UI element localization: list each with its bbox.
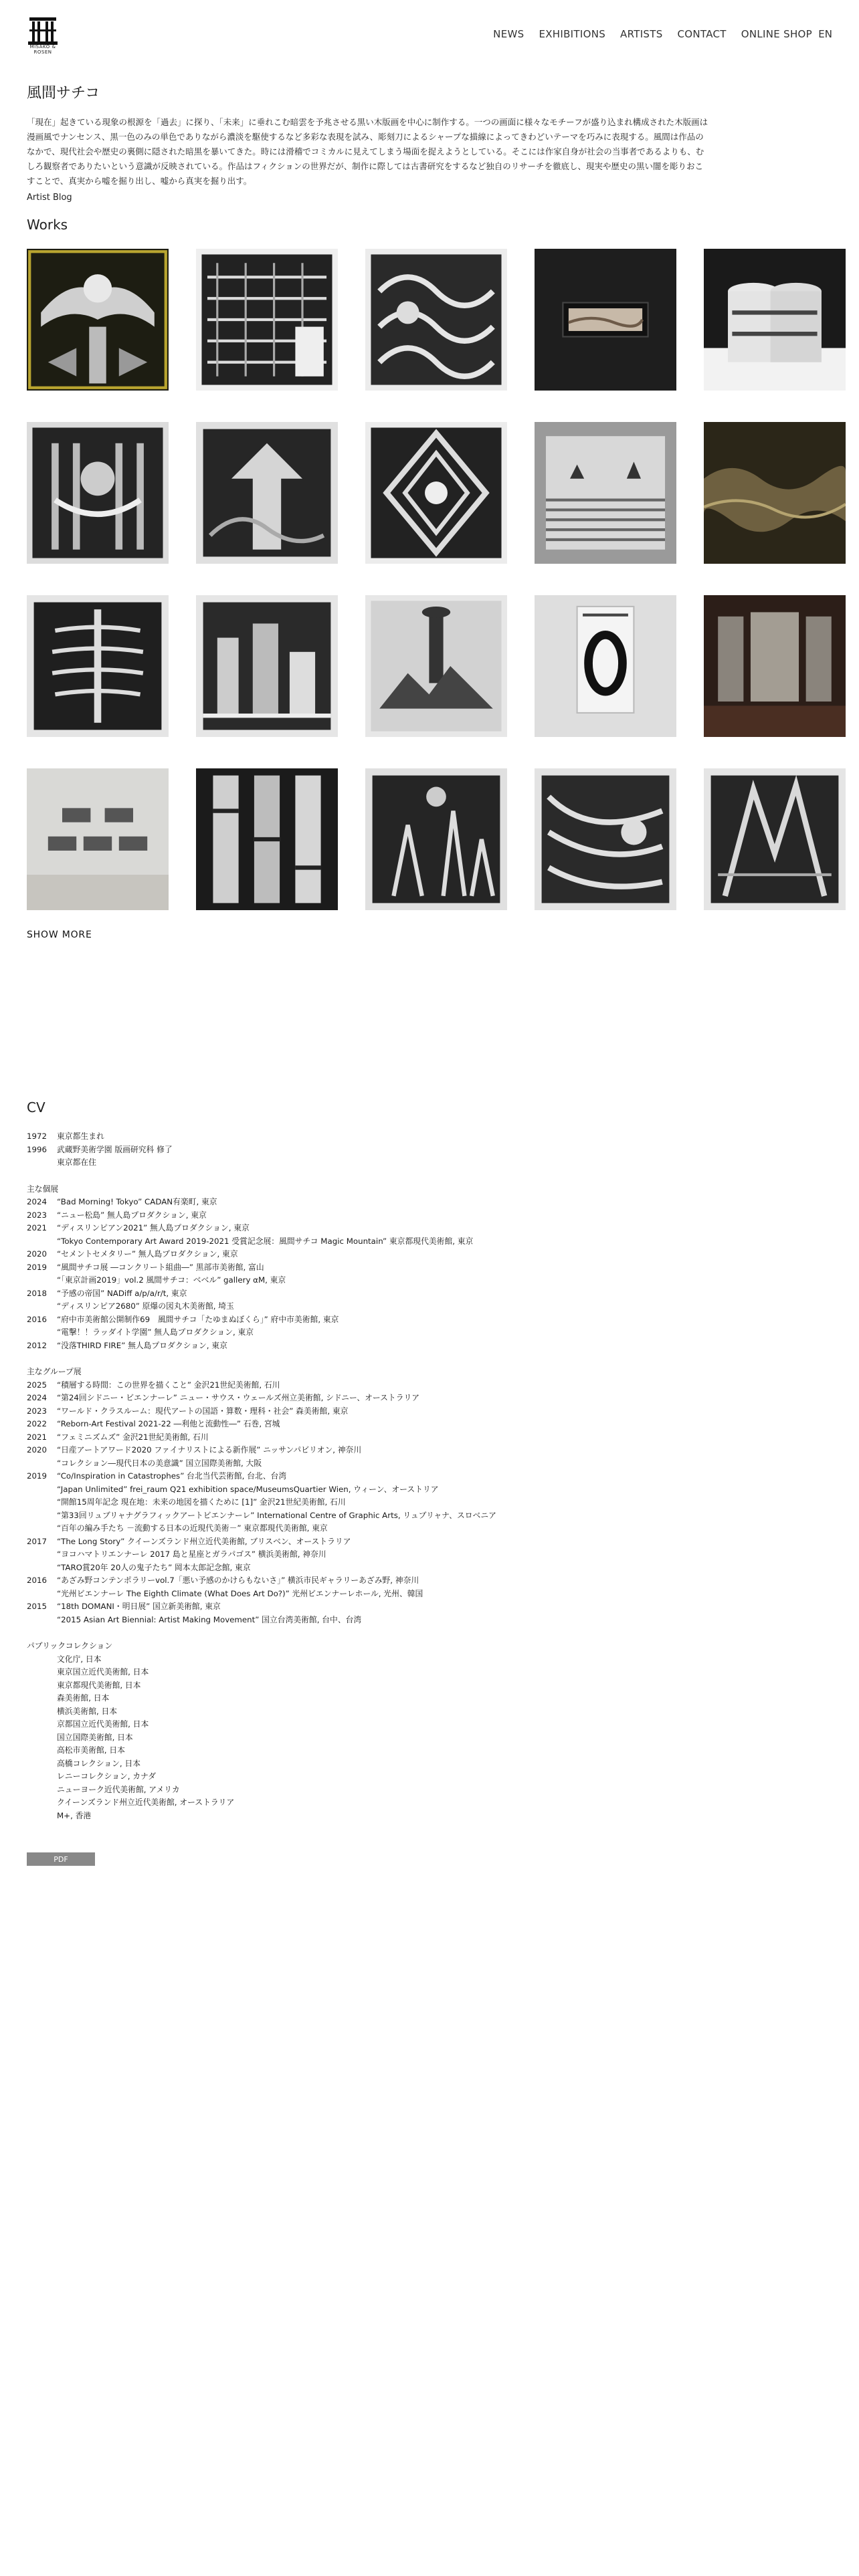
cv-entry-year: 2019 — [27, 1471, 47, 1481]
collection-text: ニューヨーク近代美術館, アメリカ — [57, 1784, 180, 1794]
work-thumbnail[interactable] — [27, 768, 169, 910]
collection-indent — [27, 1653, 57, 1667]
collection-text: 横浜美術館, 日本 — [57, 1706, 118, 1716]
cv-entry-text: “第33回リュブリャナグラフィックアートビエンナーレ” International Centre of Graphic Arts, リュブリャナ、スロベニア — [57, 1510, 496, 1520]
cv-heading: CV — [27, 1099, 45, 1115]
cv-entry-year — [27, 1457, 57, 1471]
cv-entry-year — [27, 1235, 57, 1249]
cv-pdf-button[interactable]: PDF — [27, 1852, 95, 1866]
collection-text: 高松市美術館, 日本 — [57, 1745, 125, 1755]
cv-entry-text: “第24回シドニー・ビエンナーレ” ニュー・サウス・ウェールズ州立美術館, シドニー、オーストラリア — [57, 1393, 420, 1402]
work-thumbnail[interactable] — [365, 249, 507, 391]
cv-entry-year: 2016 — [27, 1314, 47, 1324]
collection-text: 東京都現代美術館, 日本 — [57, 1680, 141, 1690]
work-thumbnail[interactable] — [535, 422, 676, 564]
cv-entry-year: 1996 — [27, 1144, 47, 1154]
artist-blog-link[interactable]: Artist Blog — [27, 193, 72, 203]
cv-entry-year — [27, 1562, 57, 1575]
collection-text: 京都国立近代美術館, 日本 — [57, 1719, 149, 1729]
cv-entry — [27, 1248, 816, 1261]
collection-indent — [27, 1666, 57, 1679]
cv-entry — [27, 1209, 816, 1222]
cv-entry — [27, 1144, 816, 1157]
cv-entry-year: 2015 — [27, 1602, 47, 1611]
cv-entry-year: 2024 — [27, 1393, 47, 1402]
cv-entry — [27, 1130, 816, 1144]
cv-entry-year: 2021 — [27, 1432, 47, 1442]
work-thumbnail[interactable] — [365, 595, 507, 737]
cv-entry — [27, 1261, 816, 1275]
collection-text: クイーンズランド州立近代美術館, オーストラリア — [57, 1798, 235, 1807]
cv-entry — [27, 1548, 816, 1562]
cv-entry-year: 2019 — [27, 1262, 47, 1272]
work-thumbnail[interactable] — [535, 249, 676, 391]
cv-entry — [27, 1235, 816, 1249]
cv-entry-year: 2025 — [27, 1380, 47, 1390]
cv-entry-text: “「東京計画2019」vol.2 風間サチコ：ベベル” gallery αM, 東京 — [57, 1275, 286, 1285]
work-thumbnail[interactable] — [704, 595, 846, 737]
nav-contact[interactable]: CONTACT — [677, 28, 727, 40]
work-thumbnail[interactable] — [704, 768, 846, 910]
cv-entry-year — [27, 1300, 57, 1313]
work-thumbnail[interactable] — [365, 768, 507, 910]
cv-entry — [27, 1313, 816, 1327]
cv-entry-text: “Reborn-Art Festival 2021-22 ―利他と流動性―” 石巻, 宮城 — [57, 1419, 280, 1428]
cv-entry-year: 2023 — [27, 1406, 47, 1416]
solo-exhibitions-list — [27, 1196, 816, 1352]
nav-artists[interactable]: ARTISTS — [620, 28, 663, 40]
collection-item — [27, 1679, 816, 1693]
work-thumbnail[interactable] — [196, 768, 338, 910]
cv-entry-year — [27, 1522, 57, 1535]
cv-entry-text: “ニュー松島” 無人島プロダクション, 東京 — [57, 1210, 207, 1220]
work-thumbnail[interactable] — [27, 422, 169, 564]
collection-indent — [27, 1770, 57, 1784]
cv-entry-text: “電撃！！ラッダイト学園” 無人島プロダクション, 東京 — [57, 1327, 254, 1337]
cv-entry-year — [27, 1496, 57, 1509]
logo-mark-icon — [27, 16, 59, 48]
collection-item — [27, 1784, 816, 1797]
cv-entry-text: “予感の帝国” NADiff a/p/a/r/t, 東京 — [57, 1288, 187, 1298]
artist-intro: 「現在」起きている現象の根源を「過去」に探り、「未来」に垂れこむ暗雲を予兆させる黒い木版画を中心に制作する。一つの画面に様々なモチーフが盛り込まれ構成された木版画は漫画風でナンセンス、黒一色のみの単色でありながら濃淡を駆使するなど多彩な表現を試み、彫刻刀によるシャープな描線によってきわどいテーマを巧みに表現する。風間は作品のなかで、現代社会や歴史の裏側に隠された暗黒を暴いてきた。時には滑稽でコミカルに見えてしまう場面を捉えようとしている。そこには作家自身が社会の当事者であるよりも、むしろ観察者でありたいという意識が反映されている。作品はフィクションの世界だが、制作に際しては古書研究をするなど独自のリサーチを徹底し、現実や歴史の黒い闇を彫りおこすことで、真実から嘘を掘り出し、嘘から真実を掘り出す。 — [27, 117, 708, 186]
cv-entry-text: “ディスリンピア2680” 原爆の図丸木美術館, 埼玉 — [57, 1301, 234, 1311]
cv-entry-text: “セメントセメタリー” 無人島プロダクション, 東京 — [57, 1249, 238, 1259]
cv-entry — [27, 1222, 816, 1235]
cv-entry-year — [27, 1156, 57, 1170]
work-thumbnail[interactable] — [704, 422, 846, 564]
cv-entry-year: 2021 — [27, 1223, 47, 1232]
collection-indent — [27, 1731, 57, 1745]
site-header — [0, 0, 859, 74]
cv-entry-text: “Co/Inspiration in Catastrophes” 台北当代芸術館, 台北、台湾 — [57, 1471, 287, 1481]
cv-entry-text: “ヨコハマトリエンナーレ 2017 島と星座とガラパゴス” 横浜美術館, 神奈川 — [57, 1549, 326, 1559]
cv-entry — [27, 1483, 816, 1497]
cv-entry-year — [27, 1588, 57, 1601]
cv-entry-year: 1972 — [27, 1132, 47, 1141]
main-nav — [493, 28, 812, 40]
cv-entry-year: 2016 — [27, 1576, 47, 1585]
logo-text: MISAKO & ROSEN — [29, 44, 56, 55]
nav-online-shop[interactable]: ONLINE SHOP — [741, 28, 812, 40]
cv-entry-text: “2015 Asian Art Biennial: Artist Making Movement” 国立台湾美術館, 台中、台湾 — [57, 1614, 362, 1624]
cv-section — [27, 1130, 816, 1822]
cv-entry-year — [27, 1274, 57, 1287]
cv-entry — [27, 1509, 816, 1523]
collection-item — [27, 1692, 816, 1705]
work-thumbnail[interactable] — [535, 768, 676, 910]
cv-entry-text: “コレクション―現代日本の美意識” 国立国際美術館, 大阪 — [57, 1458, 262, 1468]
collection-item — [27, 1718, 816, 1731]
collection-item — [27, 1757, 816, 1771]
work-thumbnail[interactable] — [27, 595, 169, 737]
nav-news[interactable]: NEWS — [493, 28, 524, 40]
collection-indent — [27, 1679, 57, 1693]
cv-entry-year — [27, 1614, 57, 1627]
cv-entry-text: “ディスリンピアン2021” 無人島プロダクション, 東京 — [57, 1223, 250, 1232]
cv-entry-year — [27, 1509, 57, 1523]
collection-indent — [27, 1810, 57, 1823]
cv-entry — [27, 1562, 816, 1575]
cv-entry — [27, 1418, 816, 1431]
collection-text: 国立国際美術館, 日本 — [57, 1732, 133, 1742]
collection-text: 東京国立近代美術館, 日本 — [57, 1667, 149, 1677]
solo-exhibitions-heading: 主な個展 — [27, 1184, 59, 1194]
cv-entry-year: 2017 — [27, 1536, 47, 1546]
cv-entry — [27, 1287, 816, 1301]
collection-indent — [27, 1692, 57, 1705]
cv-entry-text: “日産アートアワード2020 ファイナリストによる新作展” ニッサンパビリオン, 神奈川 — [57, 1445, 362, 1455]
cv-entry-text: “Tokyo Contemporary Art Award 2019-2021 受賞記念展：風間サチコ Magic Mountain” 東京都現代美術館, 東京 — [57, 1236, 474, 1246]
cv-entry — [27, 1457, 816, 1471]
collections-heading: パブリックコレクション — [27, 1641, 113, 1650]
cv-entry — [27, 1326, 816, 1339]
cv-entry — [27, 1522, 816, 1535]
artist-name: 風間サチコ — [27, 85, 100, 102]
collection-item — [27, 1666, 816, 1679]
cv-entry-text: 武蔵野美術学園 版画研究科 修了 — [57, 1144, 173, 1154]
cv-entry — [27, 1535, 816, 1549]
collection-item — [27, 1796, 816, 1810]
cv-entry — [27, 1196, 816, 1209]
cv-entry-text: “あざみ野コンテンポラリーvol.7「悪い予感のかけらもないさ」” 横浜市民ギャラリーあざみ野, 神奈川 — [57, 1576, 419, 1585]
cv-entry-text: “フェミニズムズ” 金沢21世紀美術館, 石川 — [57, 1432, 209, 1442]
collection-item — [27, 1744, 816, 1757]
cv-entry-text: “Japan Unlimited” frei_raum Q21 exhibition space/MuseumsQuartier Wien, ウィーン、オーストリア — [57, 1484, 439, 1494]
work-thumbnail[interactable] — [196, 595, 338, 737]
cv-bio — [27, 1130, 816, 1170]
cv-entry-text: 東京都在住 — [57, 1158, 96, 1167]
cv-entry-text: “風間サチコ展 ―コンクリート組曲―” 黒部市美術館, 富山 — [57, 1262, 264, 1272]
collection-indent — [27, 1718, 57, 1731]
work-thumbnail[interactable] — [704, 249, 846, 391]
cv-entry — [27, 1431, 816, 1444]
cv-entry-text: “没落THIRD FIRE” 無人島プロダクション, 東京 — [57, 1340, 227, 1350]
collection-item — [27, 1705, 816, 1719]
cv-entry — [27, 1600, 816, 1614]
collection-indent — [27, 1757, 57, 1771]
cv-entry — [27, 1156, 816, 1170]
cv-entry-year: 2018 — [27, 1288, 47, 1298]
nav-exhibitions[interactable]: EXHIBITIONS — [539, 28, 606, 40]
work-thumbnail[interactable] — [196, 422, 338, 564]
cv-entry-year — [27, 1548, 57, 1562]
cv-entry-year: 2012 — [27, 1340, 47, 1350]
collection-text: 文化庁, 日本 — [57, 1654, 102, 1664]
cv-entry — [27, 1405, 816, 1418]
cv-entry-text: 東京都生まれ — [57, 1132, 104, 1141]
work-thumbnail[interactable] — [365, 422, 507, 564]
cv-entry-text: “開館15周年記念 現在地：未来の地図を描くために [1]” 金沢21世紀美術館, 石川 — [57, 1497, 346, 1507]
cv-entry — [27, 1274, 816, 1287]
cv-entry — [27, 1574, 816, 1588]
work-thumbnail[interactable] — [27, 249, 169, 391]
cv-entry — [27, 1379, 816, 1392]
work-thumbnail[interactable] — [196, 249, 338, 391]
show-more-button[interactable]: SHOW MORE — [27, 930, 92, 940]
cv-entry-text: “光州ビエンナーレ The Eighth Climate (What Does Art Do?)” 光州ビエンナーレホール, 光州、韓国 — [57, 1588, 423, 1598]
cv-entry-year: 2020 — [27, 1445, 47, 1455]
collection-text: M+, 香港 — [57, 1810, 92, 1820]
collection-text: 高橋コレクション, 日本 — [57, 1758, 140, 1768]
collection-text: 森美術館, 日本 — [57, 1693, 110, 1703]
collection-item — [27, 1810, 816, 1823]
cv-entry-year: 2024 — [27, 1197, 47, 1206]
collection-item — [27, 1653, 816, 1667]
cv-entry-text: “The Long Story” クイーンズランド州立近代美術館, ブリスベン、オーストラリア — [57, 1536, 351, 1546]
cv-entry-year: 2020 — [27, 1249, 47, 1259]
collections-list — [27, 1653, 816, 1823]
cv-entry-text: “ワールド・クラスルーム：現代アートの国語・算数・理科・社会” 森美術館, 東京 — [57, 1406, 349, 1416]
cv-entry-year: 2022 — [27, 1419, 47, 1428]
cv-entry — [27, 1444, 816, 1457]
cv-entry-text: “百年の編み手たち －流動する日本の近現代美術－” 東京都現代美術館, 東京 — [57, 1523, 328, 1533]
cv-entry — [27, 1392, 816, 1405]
cv-entry — [27, 1470, 816, 1483]
cv-entry-text: “18th DOMANI・明日展” 国立新美術館, 東京 — [57, 1602, 221, 1611]
collection-text: レニーコレクション, カナダ — [57, 1772, 157, 1781]
collection-indent — [27, 1705, 57, 1719]
cv-entry — [27, 1614, 816, 1627]
cv-entry — [27, 1496, 816, 1509]
collection-item — [27, 1731, 816, 1745]
cv-entry-year — [27, 1326, 57, 1339]
cv-entry-text: “Bad Morning! Tokyo” CADAN有楽町, 東京 — [57, 1197, 217, 1206]
collection-indent — [27, 1796, 57, 1810]
group-exhibitions-heading: 主なグループ展 — [27, 1367, 82, 1376]
cv-entry-year — [27, 1483, 57, 1497]
cv-entry-text: “TARO賞20年 20人の鬼子たち” 岡本太郎記念館, 東京 — [57, 1562, 251, 1572]
collection-item — [27, 1770, 816, 1784]
cv-entry-text: “積層する時間：この世界を描くこと” 金沢21世紀美術館, 石川 — [57, 1380, 280, 1390]
cv-entry — [27, 1339, 816, 1353]
work-thumbnail[interactable] — [535, 595, 676, 737]
group-exhibitions-list — [27, 1379, 816, 1627]
cv-entry-year: 2023 — [27, 1210, 47, 1220]
collection-indent — [27, 1784, 57, 1797]
cv-entry — [27, 1300, 816, 1313]
collection-indent — [27, 1744, 57, 1757]
cv-entry — [27, 1588, 816, 1601]
cv-entry-text: “府中市美術館公開制作69 風間サチコ「たゆまぬぼくら」” 府中市美術館, 東京 — [57, 1314, 339, 1324]
works-heading: Works — [27, 217, 68, 233]
language-switch[interactable]: EN — [818, 28, 832, 40]
